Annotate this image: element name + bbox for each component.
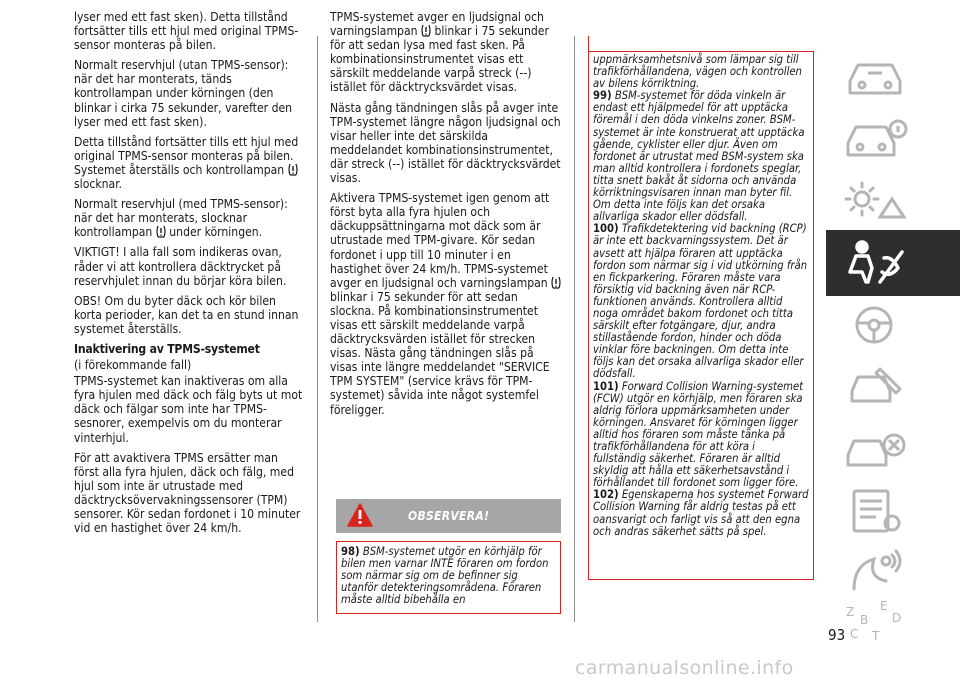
tab-alphabetical-index[interactable] xyxy=(826,592,960,644)
watermark: carmanualsonline.info xyxy=(575,657,794,679)
paragraph: Normalt reservhjul (utan TPMS-sensor): när det har monterats, tänds kontrollampan under körningen (den blinkar i cirka 75 sekunder, varefter den lyser med ett fast sken). xyxy=(74,58,293,129)
tab-maintenance[interactable] xyxy=(826,354,960,420)
warning-light-icon xyxy=(840,177,910,225)
steering-wheel-icon xyxy=(840,301,910,349)
index-letter: E xyxy=(880,599,888,613)
document-list-icon xyxy=(840,487,910,535)
index-letter: D xyxy=(892,611,902,625)
paragraph: För att avaktivera TPMS ersätter man först alla fyra hjulen, däck och fälg, med hjul som inte är utrustade med däcktrycksövervakningssensorer (TPM) sensorer. Kör sedan fordonet i 10 minuter vid en hastighet över 24 km/h. xyxy=(74,450,301,536)
note-98: 98) BSM-systemet utgör en körhjälp för bilen men varnar INTE föraren om fordon som närmar sig om de befinner sig utanför detekteringsområdena. Föraren måste alltid bibehålla en xyxy=(341,545,549,607)
tire-pressure-warning-icon xyxy=(156,225,166,238)
tab-tires[interactable] xyxy=(826,416,960,482)
observera-banner xyxy=(336,499,561,533)
wrench-icon xyxy=(840,363,910,411)
paragraph: OBS! Om du byter däck och kör bilen korta perioder, kan det ta en stund innan systemet återställs. xyxy=(74,293,299,336)
paragraph: TPMS-systemet kan inaktiveras om alla fyra hjulen med däck och fälg byts ut mot däck och fälgar som inte har TPMS-sesnorer, exempelvis om du monterar vinterhjul. xyxy=(74,374,303,445)
tab-technical-data[interactable] xyxy=(826,478,960,544)
tire-pressure-warning-icon xyxy=(421,24,431,37)
note-101: 101) Forward Collision Warning-systemet (FCW) utgör en körhjälp, men föraren ska aldrig förlora uppmärksamheten under körningen. Ansvaret för körningen ligger alltid hos föraren som måste tänka på trafikförhållandena för att köra i fullständig säkerhet. Föraren är alltid skyldig att hålla ett säkerhetsavstånd i förhållandet till fordonet som ligger före. xyxy=(593,379,804,490)
note-99: 99) BSM-systemet för döda vinkeln är endast ett hjälpmedel för att upptäcka föremål i den döda vinkelns zoner. BSM-systemet är inte konstruerat att upptäcka gående, cyklister eller djur. Även om fordonet är utrustat med BSM-system ska man alltid kontrollera i fordonets speglar, titta snett bakåt åt sidorna och använda körriktningsvisaren innan man byter fil. Om detta inte följs kan det orsaka allvarliga skador eller dödsfall. xyxy=(593,89,805,224)
column-divider xyxy=(317,36,318,622)
observera-title: OBSERVERA! xyxy=(408,509,490,523)
tab-steering[interactable] xyxy=(826,292,960,358)
index-letter: C xyxy=(850,627,859,641)
column-divider xyxy=(574,36,575,622)
warning-note-box xyxy=(588,51,814,580)
index-letter: Z xyxy=(846,605,855,619)
warning-triangle-icon xyxy=(347,503,373,527)
tab-warning-lights[interactable] xyxy=(826,168,960,234)
paragraph: Detta tillstånd fortsätter tills ett hjul med original TPMS-sensor monteras på bilen. Systemet återställs och kontrollampan slocknar. xyxy=(74,134,299,192)
paragraph: Aktivera TPMS-systemet igen genom att först byta alla fyra hjulen och däckuppsättningarna mot däck som är utrustade med TPM-givare. Kör sedan fordonet i upp till 10 minuter i en hastighet över 24 km/h. TPMS-systemet avger en ljudsignal och varningslampan blinkar i 75 sekunder för att sedan slockna. På kombinationsinstrumentet visas ett särskilt meddelande varpå däcktrycksvärden istället för strecken visas. Nästa gång tändningen slås på visas inte längre meddelandet "SERVICE TPM SYSTEM" (service krävs för TPM-systemet) såvida inte något systemfel föreligger. xyxy=(330,191,562,417)
tire-pressure-warning-icon xyxy=(551,276,561,289)
text-column-left xyxy=(74,10,306,541)
text-column-middle xyxy=(330,10,562,423)
paragraph: Nästa gång tändningen slås på avger inte TPM-systemet längre någon ljudsignal och visar heller inte det särskilda meddelandet kombinationsinstrumentet, där streck (--) istället för däcktrycksvärdet visas. xyxy=(330,100,561,186)
note-100: 100) Trafikdetektering vid backning (RCP) är inte ett backvarningssystem. Det är avsett att hjälpa föraren att upptäcka fordon som närmar sig i vid utkörning från en fickparkering. Föraren måste vara försiktig vid backning även när RCP-funktionen används. Kontrollera alltid noga området bakom fordonet och titta särskilt efter fotgängare, djur, andra stillastående fordon, hinder och döda vinklar före backningen. Om detta inte följs kan det orsaka allvarliga skador eller dödsfall. xyxy=(593,222,808,381)
tab-car-dashboard[interactable] xyxy=(826,44,960,110)
page-number: 93 xyxy=(828,626,846,644)
paragraph: VIKTIGT! I alla fall som indikeras ovan, råder vi att kontrollera däcktrycket på reservhjulet innan du börjar köra bilen. xyxy=(74,245,287,288)
tire-pressure-warning-icon xyxy=(288,163,298,176)
index-letter: T xyxy=(872,629,880,643)
paragraph: lyser med ett fast sken). Detta tillstånd fortsätter tills ett hjul med original TPMS-sensor monteras på bilen. xyxy=(74,10,299,53)
warning-note-box xyxy=(336,541,561,614)
index-letter: B xyxy=(860,613,869,627)
car-info-icon xyxy=(840,115,910,163)
media-icon xyxy=(840,549,910,597)
paragraph: (i förekommande fall) xyxy=(74,358,192,373)
note-box-top-marker xyxy=(588,36,589,51)
tab-car-info[interactable] xyxy=(826,106,960,172)
note-102: 102) Egenskaperna hos systemet Forward Collision Warning får aldrig testas på ett oansvarigt och farligt vis så att den egna och andras säkerhet sätts på spel. xyxy=(593,488,809,538)
paragraph: TPMS-systemet avger en ljudsignal och varningslampan blinkar i 75 sekunder för att sedan lysa med fast sken. På kombinationsinstrumentet visas ett särskilt meddelande varpå streck (--) istället för däcktrycksvärdet visas. xyxy=(330,10,549,95)
note-continuation: uppmärksamhetsnivå som lämpar sig till trafikförhållandena, vägen och kontrollen av bilens körriktning. xyxy=(593,53,802,91)
paragraph: Normalt reservhjul (med TPMS-sensor): när det har monterats, slocknar kontrollampan under körningen. xyxy=(74,197,288,240)
tab-safety[interactable] xyxy=(826,230,960,296)
car-dashboard-icon xyxy=(840,53,910,101)
safety-icon xyxy=(840,238,910,288)
tire-icon xyxy=(840,425,910,473)
section-heading: Inaktivering av TPMS-systemet xyxy=(74,341,260,356)
alphabet-index-icon xyxy=(840,592,910,644)
